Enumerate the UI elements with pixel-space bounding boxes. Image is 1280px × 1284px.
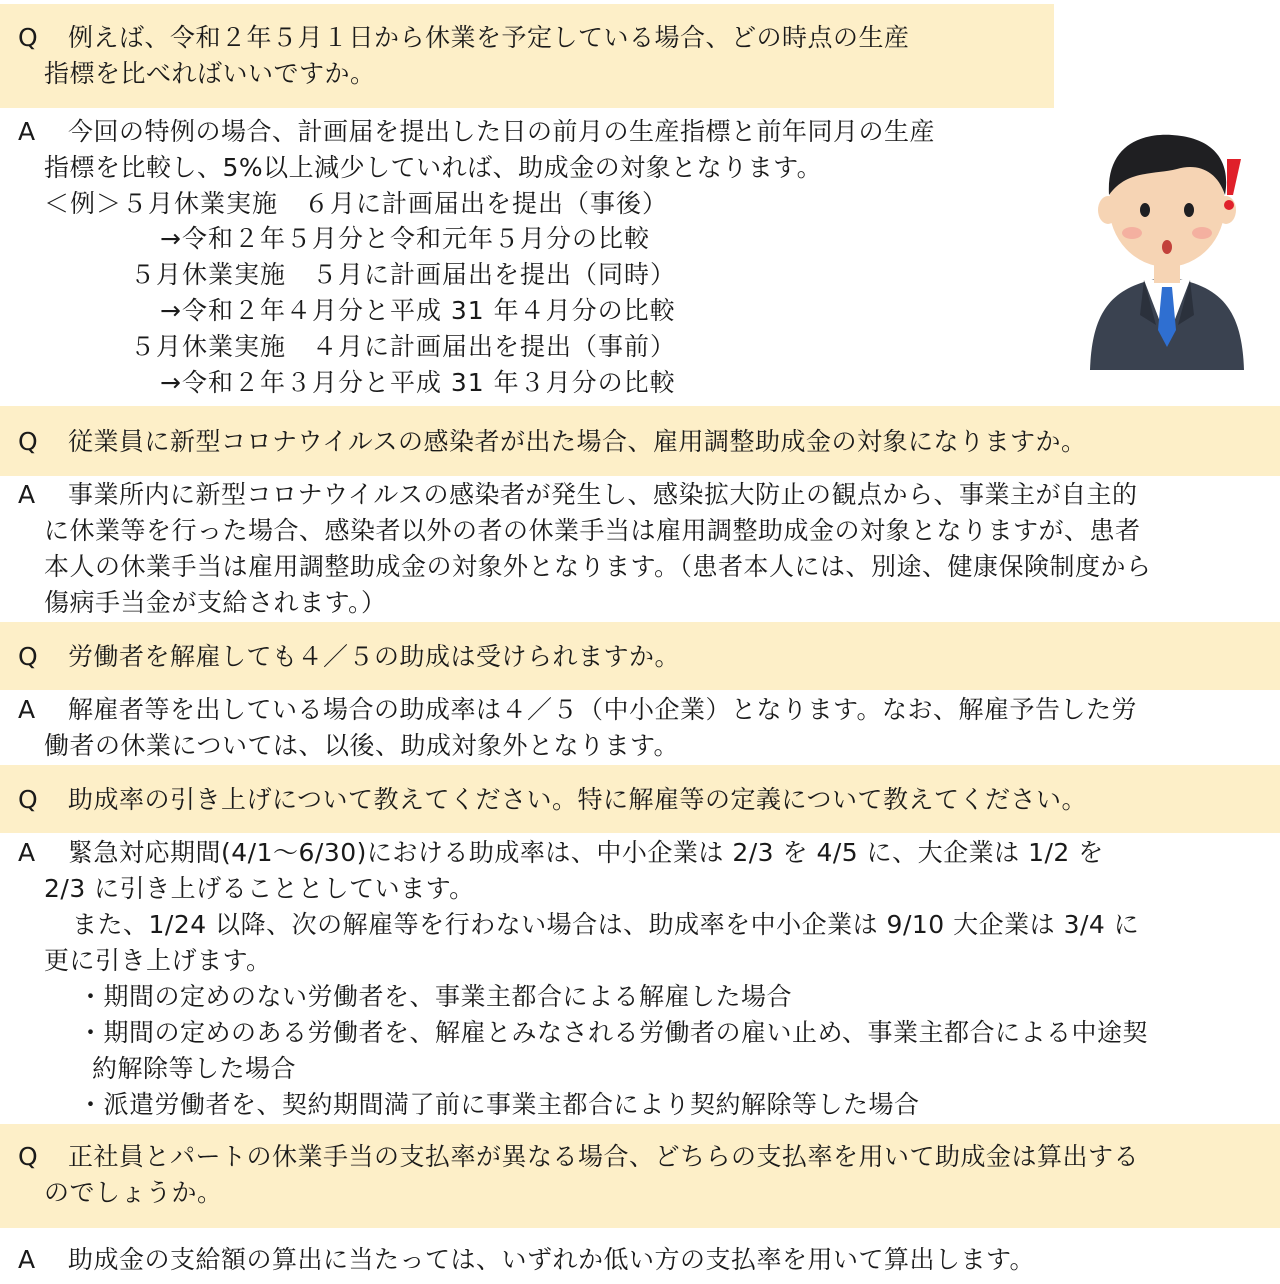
answer-text: 事業所内に新型コロナウイルスの感染者が発生し、感染拡大防止の観点から、事業主が自主的 bbox=[68, 480, 1138, 509]
example-line: →令和２年４月分と平成 31 年４月分の比較 bbox=[160, 296, 676, 325]
question-text: 正社員とパートの休業手当の支払率が異なる場合、どちらの支払率を用いて助成金は算出する bbox=[68, 1142, 1140, 1171]
surprised-businessman-illustration bbox=[1082, 125, 1252, 375]
question-mark: Q bbox=[18, 427, 39, 456]
question-mark: Q bbox=[18, 785, 39, 814]
example-line: ＜例＞５月休業実施 ６月に計画届出を提出（事後） bbox=[44, 189, 669, 218]
answer-text: 本人の休業手当は雇用調整助成金の対象外となります。（患者本人には、別途、健康保険制度から bbox=[44, 552, 1152, 581]
example-line: →令和２年５月分と令和元年５月分の比較 bbox=[160, 224, 650, 253]
answer-text: 今回の特例の場合、計画届を提出した日の前月の生産指標と前年同月の生産 bbox=[68, 117, 936, 146]
question-text: 従業員に新型コロナウイルスの感染者が出た場合、雇用調整助成金の対象になりますか。 bbox=[68, 427, 1087, 456]
example-line: →令和２年３月分と平成 31 年３月分の比較 bbox=[160, 368, 676, 397]
example-line: ５月休業実施 ５月に計画届出を提出（同時） bbox=[130, 260, 677, 289]
question-text: 例えば、令和２年５月１日から休業を予定している場合、どの時点の生産 bbox=[68, 23, 910, 52]
answer-mark: A bbox=[18, 838, 36, 867]
bullet-item: ・期間の定めのない労働者を、事業主都合による解雇した場合 bbox=[78, 982, 793, 1011]
bullet-item: ・期間の定めのある労働者を、解雇とみなされる労働者の雇い止め、事業主都合による中途契 bbox=[78, 1018, 1149, 1047]
answer-text: 緊急対応期間(4/1～6/30)における助成率は、中小企業は 2/3 を 4/5 に、大企業は 1/2 を bbox=[68, 838, 1104, 867]
answer-text: に休業等を行った場合、感染者以外の者の休業手当は雇用調整助成金の対象となりますが、患者 bbox=[44, 516, 1141, 545]
question-mark: Q bbox=[18, 1142, 39, 1171]
answer-mark: A bbox=[18, 695, 36, 724]
question-text: 指標を比べればいいですか。 bbox=[44, 59, 376, 88]
answer-text: 解雇者等を出している場合の助成率は４／５（中小企業）となります。なお、解雇予告した労 bbox=[68, 695, 1138, 724]
answer-mark: A bbox=[18, 117, 36, 146]
bullet-item: 約解除等した場合 bbox=[92, 1054, 297, 1083]
answer-text: 助成金の支給額の算出に当たっては、いずれか低い方の支払率を用いて算出します。 bbox=[68, 1245, 1036, 1274]
answer-text: 指標を比較し、5%以上減少していれば、助成金の対象となります。 bbox=[44, 153, 823, 182]
question-text: 助成率の引き上げについて教えてください。特に解雇等の定義について教えてください。 bbox=[68, 785, 1088, 814]
question-text: 労働者を解雇しても４／５の助成は受けられますか。 bbox=[68, 642, 681, 671]
question-mark: Q bbox=[18, 642, 39, 671]
answer-mark: A bbox=[18, 1245, 36, 1274]
answer-text: 更に引き上げます。 bbox=[44, 946, 272, 975]
question-text: のでしょうか。 bbox=[44, 1178, 223, 1207]
answer-mark: A bbox=[18, 480, 36, 509]
answer-text: また、1/24 以降、次の解雇等を行わない場合は、助成率を中小企業は 9/10 大企業は 3/4 に bbox=[72, 910, 1140, 939]
answer-text: 働者の休業については、以後、助成対象外となります。 bbox=[44, 731, 680, 760]
exclamation-icon bbox=[1217, 155, 1247, 215]
question-mark: Q bbox=[18, 23, 39, 52]
example-line: ５月休業実施 ４月に計画届出を提出（事前） bbox=[130, 332, 677, 361]
answer-text: 2/3 に引き上げることとしています。 bbox=[44, 874, 475, 903]
answer-text: 傷病手当金が支給されます。） bbox=[44, 588, 387, 617]
bullet-item: ・派遣労働者を、契約期間満了前に事業主都合により契約解除等した場合 bbox=[78, 1090, 920, 1119]
